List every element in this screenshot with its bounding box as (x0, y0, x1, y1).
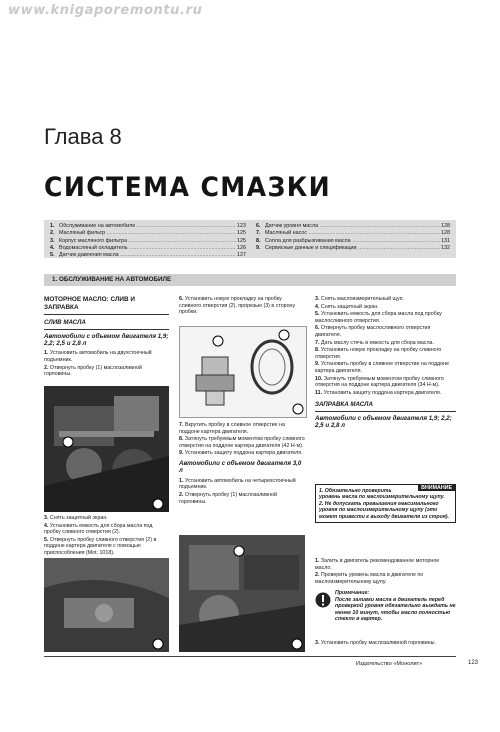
footer-rule (44, 656, 456, 657)
step: 2. Отвернуть пробку (1) маслозаливной горловины. (179, 491, 277, 505)
chapter-label: Глава 8 (44, 124, 122, 149)
toc-entry (256, 230, 450, 237)
note-box (315, 590, 456, 623)
step: 7. Вкрутить пробку в сливное отверстие на поддоне картера двигателя. (179, 422, 285, 435)
toc-number: 1. (50, 223, 55, 229)
toc-title: Масляный насос ..... (265, 230, 440, 237)
toc-title: Обслуживание на автомобиле ..... (59, 223, 236, 230)
watermark: www.knigaporemontu.ru (8, 3, 203, 18)
column-3-end (315, 640, 456, 648)
col1-heading: МОТОРНОЕ МАСЛО: СЛИВ И ЗАПРАВКА (44, 296, 169, 315)
toc-title: Водомасляный охладитель ..... (59, 245, 236, 252)
publisher: Издательство «Монолит» (356, 661, 423, 667)
toc-title: Датчик уровня масла ..... (265, 223, 440, 230)
column-1 (44, 296, 169, 379)
column-3-lower (315, 558, 456, 586)
step: 2. Проверить уровень масла в двигателе по маслоизмерительному щупу. (315, 572, 424, 585)
step: 9. Установить пробку в сливное отверстие на поддоне картера двигателя. (315, 361, 449, 374)
toc-page: 125 (237, 237, 246, 244)
step: 3. Установить пробку маслозаливной горловины. (315, 640, 436, 646)
table-of-contents (44, 220, 456, 258)
engine-photo-1 (44, 386, 169, 512)
toc-number: 9. (256, 244, 261, 251)
toc-number: 6. (256, 223, 261, 229)
toc-number: 8. (256, 237, 261, 244)
toc-page: 131 (441, 237, 450, 244)
step: 1. Установить автомобиль на четырехстоечный подъемник. (179, 477, 296, 491)
col3-subheading: Автомобили с объемом двигателя 1,9; 2,2; 2,5 и 2,8 л (315, 414, 452, 430)
section-title: 1. ОБСЛУЖИВАНИЕ НА АВТОМОБИЛЕ (52, 276, 172, 283)
warning-label: ВНИМАНИЕ (418, 485, 455, 491)
toc-page: 128 (441, 223, 450, 229)
toc-entry (256, 245, 450, 252)
toc-page: 128 (441, 230, 450, 237)
engine-photo-3 (179, 535, 305, 652)
page-number: 123 (468, 660, 479, 666)
step: 3. Снять маслоизмерительный щуп. (315, 296, 404, 302)
toc-number: 2. (50, 230, 55, 237)
warning-item-1: 1. Обязательно проверить уровень масла по маслоизмерительному щупу. (319, 488, 445, 501)
toc-entry (50, 252, 246, 259)
warning-box (315, 484, 456, 523)
toc-title: Сопла для разбрызгивания масла ..... (265, 238, 440, 245)
col2-subheading: Автомобили с объемом двигателя 3,0 л (179, 459, 302, 475)
step: 8. Установить новую прокладку на пробку сливного отверстия. (315, 347, 442, 360)
step: 2. Отвернуть пробку (1) маслозаливной горловины. (44, 364, 142, 378)
toc-number: 7. (256, 230, 261, 237)
toc-entry (50, 245, 246, 252)
toc-page: 126 (237, 244, 246, 251)
engine-photo-2 (44, 558, 169, 652)
step: 9. Установить защиту поддона картера двигателя. (179, 450, 303, 457)
toc-entry (256, 238, 450, 245)
toc-number: 4. (50, 244, 55, 251)
step: 10. Затянуть требуемым моментом пробку сливного отверстия на поддоне картера двигателя (34 Н·м). (315, 375, 444, 389)
toc-entry (50, 230, 246, 237)
toc-page: 132 (441, 244, 450, 251)
step: 5. Отвернуть пробку сливного отверстия (2) в поддоне картера двигателя с помощью приспособления (Mot. 1018). (44, 536, 157, 556)
column-2 (179, 296, 305, 317)
toc-entry (50, 238, 246, 245)
section-bar (44, 274, 456, 286)
toc-entry (50, 223, 246, 230)
toc-page: 123 (237, 223, 246, 229)
col3-heading: ЗАПРАВКА МАСЛА (315, 401, 456, 411)
note-label: Примечание: (335, 590, 370, 596)
drain-plug-illustration (179, 326, 307, 418)
step: 6. Отвернуть пробку маслосливного отверстия двигателя. (315, 325, 431, 338)
column-1-lower (44, 515, 169, 558)
toc-left-column (50, 223, 246, 259)
step: 4. Установить емкость для сбора масла под пробку сливного отверстия (2). (44, 522, 153, 536)
col1-subheading-2: Автомобили с объемом двигателя 1,9; 2,2; 2,5 и 2,8 л (44, 332, 169, 347)
toc-title: Корпус масляного фильтра ..... (59, 238, 236, 245)
column-2-middle (179, 422, 305, 506)
toc-entry (256, 223, 450, 230)
toc-page: 125 (237, 230, 246, 237)
step: 6. Установить новую прокладку на пробку сливного отверстия (2), прорезью (3) в сторону пробки. (179, 296, 296, 316)
toc-number: 5. (50, 252, 55, 259)
toc-right-column (256, 223, 450, 252)
toc-page: 127 (237, 252, 246, 259)
chapter-title: СИСТЕМА СМАЗКИ (44, 172, 332, 203)
col1-subheading: СЛИВ МАСЛА (44, 319, 169, 329)
step: 3. Снять защитный экран. (44, 515, 108, 521)
toc-number: 3. (50, 237, 55, 244)
exclamation-icon (315, 592, 331, 608)
step: 11. Установить защиту поддона картера двигателя. (315, 389, 442, 396)
toc-title: Датчик давления масла ..... (59, 252, 236, 259)
toc-title: Сервисные данные и спецификации ..... (265, 245, 440, 252)
step: 7. Дать маслу стечь в емкость для сбора масла. (315, 339, 434, 346)
step: 8. Затянуть требуемым моментом пробку сливного отверстия на поддоне картера двигателя (42 Н·м). (179, 436, 305, 449)
note-text: После заливки масла в двигатель перед проверкой уровня обязательно выждать не менее 10 минут, чтобы масло полностью стекло в картер. (335, 596, 456, 622)
warning-item-2: 2. Не допускать превышения максимального уровня по маслоизмерительному щупу (это может привести к выходу двигателя из строя). (319, 500, 449, 520)
step: 1. Установить автомобиль на двухстоечный подъемник. (44, 350, 152, 363)
column-3 (315, 296, 456, 433)
step: 4. Снять защитный экран. (315, 303, 379, 310)
toc-title: Масляный фильтр ..... (59, 230, 236, 237)
step: 5. Установить емкость для сбора масла под пробку маслосливного отверстия. (315, 311, 442, 324)
step: 1. Залить в двигатель рекомендованное моторное масло. (315, 558, 440, 571)
